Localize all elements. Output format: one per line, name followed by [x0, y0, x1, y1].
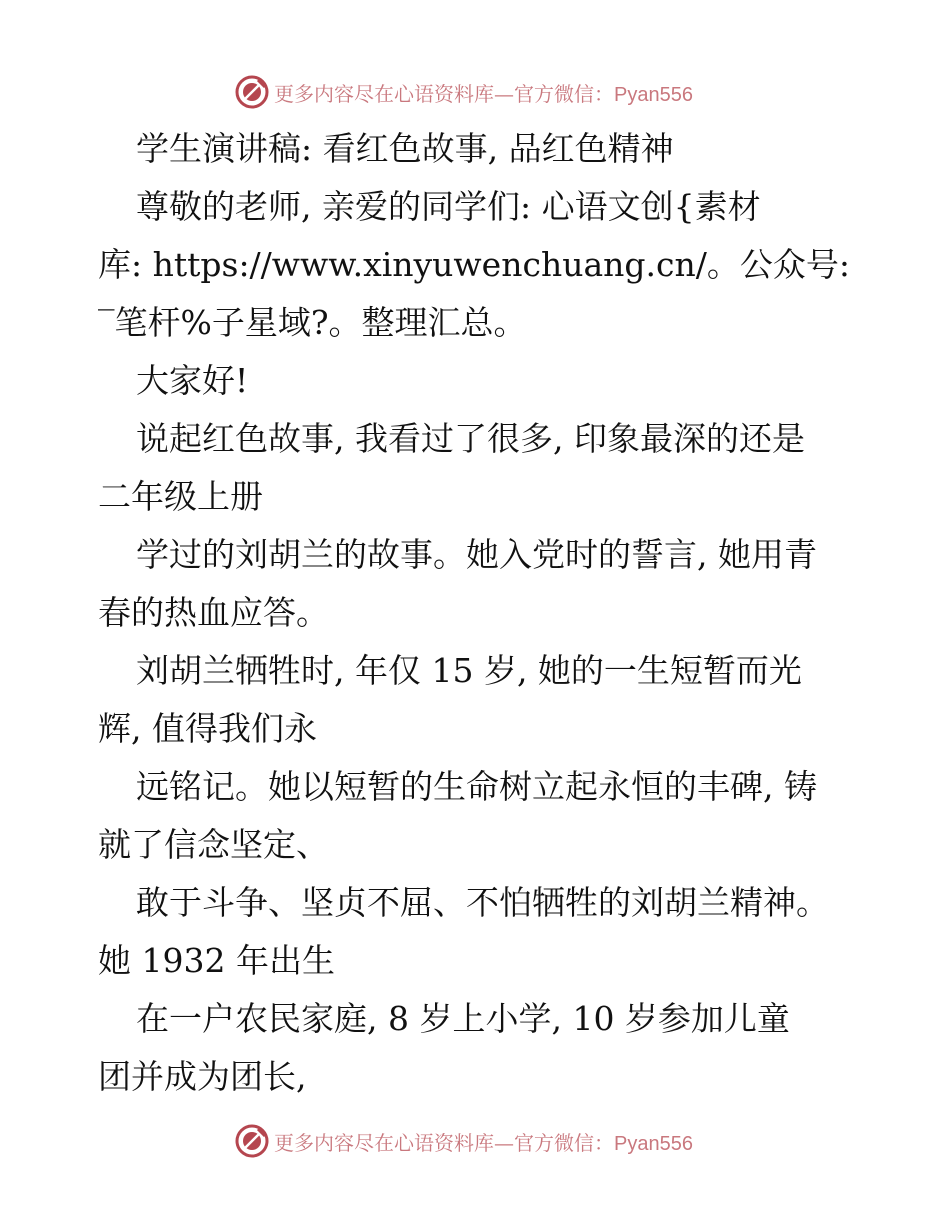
text-line: 学过的刘胡兰的故事。她入党时的誓言, 她用青	[136, 535, 817, 574]
watermark-dash: —	[494, 1131, 514, 1155]
document-body	[98, 120, 858, 1106]
text-line: 在一户农民家庭, 8 岁上小学, 10 岁参加儿童	[136, 999, 790, 1038]
text-line: 就了信念坚定、	[98, 825, 329, 864]
watermark-dash: —	[494, 82, 514, 106]
header-watermark	[0, 72, 950, 112]
watermark-text	[274, 78, 693, 107]
text-line: 她 1932 年出生	[98, 941, 335, 980]
text-line: 尊敬的老师, 亲爱的同学们: 心语文创{素材	[136, 187, 761, 226]
pen-logo-icon	[234, 74, 270, 110]
text-line: 团并成为团长,	[98, 1057, 307, 1096]
watermark-main: 更多内容尽在心语资料库	[274, 82, 494, 106]
text-line: 敢于斗争、坚贞不屈、不怕牺牲的刘胡兰精神。	[136, 883, 829, 922]
text-line: 说起红色故事, 我看过了很多, 印象最深的还是	[136, 419, 805, 458]
watermark-wechat-id: Pyan556	[614, 84, 693, 106]
text-line: 刘胡兰牺牲时, 年仅 15 岁, 她的一生短暂而光	[136, 651, 802, 690]
text-line: 二年级上册	[98, 477, 263, 516]
text-line: 大家好!	[136, 361, 249, 400]
watermark-wechat-id: Pyan556	[614, 1133, 693, 1155]
text-line: 辉, 值得我们永	[98, 709, 317, 748]
text-line: 春的热血应答。	[98, 593, 329, 632]
text-line: 远铭记。她以短暂的生命树立起永恒的丰碑, 铸	[136, 767, 817, 806]
watermark-main: 更多内容尽在心语资料库	[274, 1131, 494, 1155]
watermark-text	[274, 1127, 693, 1156]
text-line: 库: https://www.xinyuwenchuang.cn/。公众号:	[98, 245, 850, 284]
text-line: 学生演讲稿: 看红色故事, 品红色精神	[136, 129, 674, 168]
watermark-wechat-label: 官方微信：	[514, 82, 614, 106]
watermark-wechat-label: 官方微信：	[514, 1131, 614, 1155]
text-line: ‾笔杆%子星域?。整理汇总。	[98, 303, 527, 342]
pen-logo-icon	[234, 1123, 270, 1159]
footer-watermark	[0, 1121, 950, 1161]
